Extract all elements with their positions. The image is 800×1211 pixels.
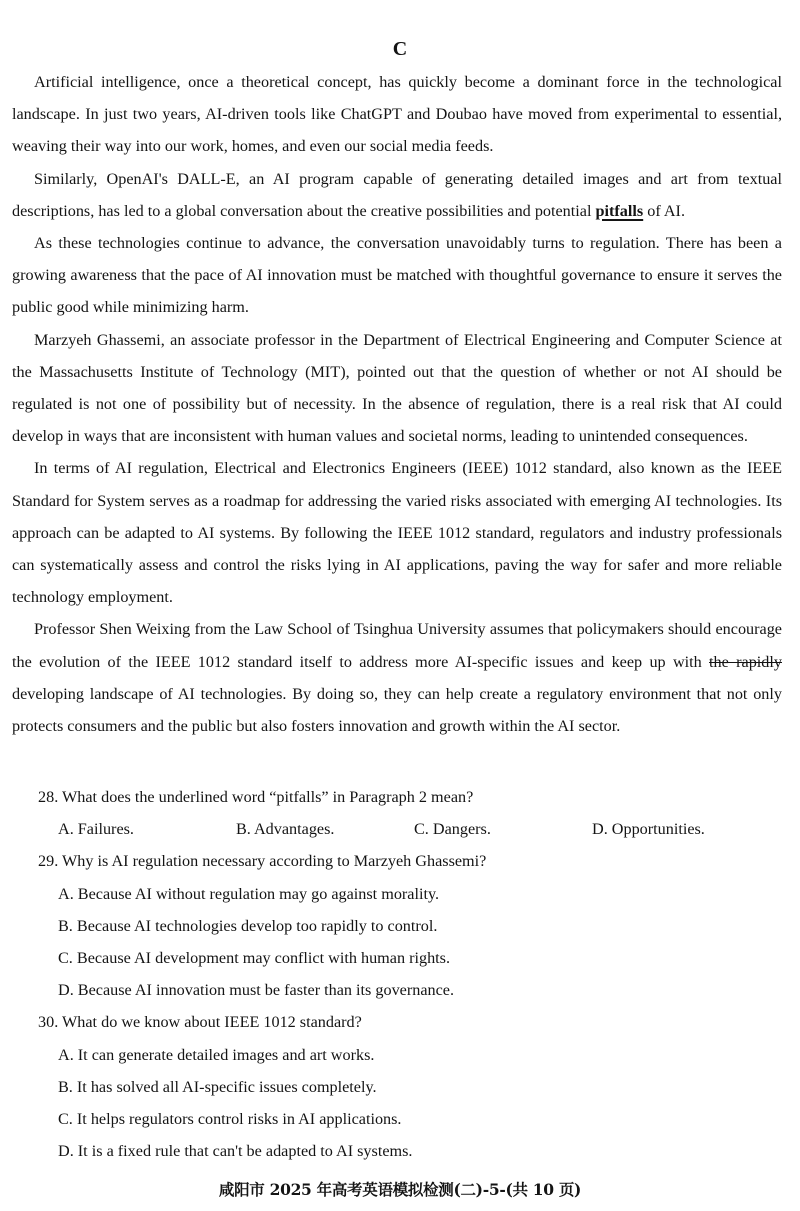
question-text: What does the underlined word “pitfalls” in Paragraph 2 mean? xyxy=(62,788,474,806)
option-a[interactable]: A. It can generate detailed images and art works. xyxy=(58,1045,375,1064)
question-29 xyxy=(38,845,778,1006)
option-b[interactable]: B. It has solved all AI-specific issues completely. xyxy=(58,1077,377,1096)
section-heading: C xyxy=(392,38,408,60)
option-c[interactable]: C. Because AI development may conflict with human rights. xyxy=(58,949,451,968)
question-stem xyxy=(38,781,778,813)
question-stem xyxy=(38,845,778,877)
option-a[interactable]: A. Because AI without regulation may go against morality. xyxy=(58,884,440,903)
underlined-word-pitfalls: pitfalls xyxy=(595,201,644,220)
option-c[interactable]: C. It helps regulators control risks in AI applications. xyxy=(58,1110,402,1129)
pen-marked-phrase: the rapidly xyxy=(709,652,782,671)
question-text: What do we know about IEEE 1012 standard? xyxy=(62,1013,362,1032)
reading-passage xyxy=(12,66,782,742)
option-b[interactable]: B. Advantages. xyxy=(236,820,335,839)
question-30 xyxy=(38,1006,778,1167)
option-d[interactable]: D. Because AI innovation must be faster than its governance. xyxy=(58,981,455,1000)
question-stem xyxy=(38,1006,778,1038)
answer-options xyxy=(38,813,778,845)
paragraph-6-text-after: developing landscape of AI technologies. By doing so, they can help create a regulatory environment that not only protects consumers and the public but also fosters innovation and growth within the AI sector. xyxy=(12,684,782,736)
paragraph-2-text-before: Similarly, OpenAI's DALL-E, an AI program capable of generating detailed images and art from textual descriptions, has led to a global conversation about the creative possibilities and potential xyxy=(12,169,782,220)
option-a[interactable]: A. Failures. xyxy=(58,820,134,839)
passage-paragraph-3: As these technologies continue to advance, the conversation unavoidably turns to regulation. There has been a growing awareness that the pace of AI innovation must be matched with thoughtful governance to ensure it serves the public good while minimizing harm. xyxy=(12,234,782,317)
question-text: Why is AI regulation necessary according to Marzyeh Ghassemi? xyxy=(62,852,487,871)
passage-paragraph-1: Artificial intelligence, once a theoretical concept, has quickly become a dominant force in the technological landscape. In just two years, AI-driven tools like ChatGPT and Doubao have moved from experimental to essential, weaving their way into our work, homes, and even our social media feeds. xyxy=(12,73,782,156)
option-d[interactable]: D. It is a fixed rule that can't be adapted to AI systems. xyxy=(58,1142,413,1161)
page-footer: 咸阳市 2025 年高考英语模拟检测(二)-5-(共 10 页) xyxy=(218,1180,582,1199)
option-b[interactable]: B. Because AI technologies develop too rapidly to control. xyxy=(58,916,438,935)
question-number: 28. xyxy=(38,788,59,806)
passage-paragraph-4: Marzyeh Ghassemi, an associate professor in the Department of Electrical Engineering and Computer Science at the Massachusetts Institute of Technology (MIT), pointed out that the question of whether or not AI should be regulated is not one of possibility but of necessity. In the absence of regulation, there is a real risk that AI could develop in ways that are inconsistent with human values and societal norms, leading to unintended consequences. xyxy=(12,330,782,446)
option-d[interactable]: D. Opportunities. xyxy=(592,820,705,839)
question-list xyxy=(38,781,778,1167)
option-c[interactable]: C. Dangers. xyxy=(414,820,491,839)
paragraph-2-text-after: of AI. xyxy=(643,201,685,220)
passage-paragraph-6 xyxy=(12,613,782,742)
paragraph-6-text-before: Professor Shen Weixing from the Law School of Tsinghua University assumes that policymakers should encourage the evolution of the IEEE 1012 standard itself to address more AI-specific issues and keep up with xyxy=(12,620,782,671)
passage-paragraph-2 xyxy=(12,163,782,227)
question-number: 29. xyxy=(38,852,59,871)
question-number: 30. xyxy=(38,1013,59,1032)
question-28 xyxy=(38,781,778,845)
passage-paragraph-5: In terms of AI regulation, Electrical and Electronics Engineers (IEEE) 1012 standard, also known as the IEEE Standard for System serves as a roadmap for addressing the varied risks associated with emerging AI technologies. Its approach can be adapted to AI systems. By following the IEEE 1012 standard, regulators and industry professionals can systematically assess and control the risks lying in AI applications, paving the way for safer and more reliable technology employment. xyxy=(12,459,782,607)
